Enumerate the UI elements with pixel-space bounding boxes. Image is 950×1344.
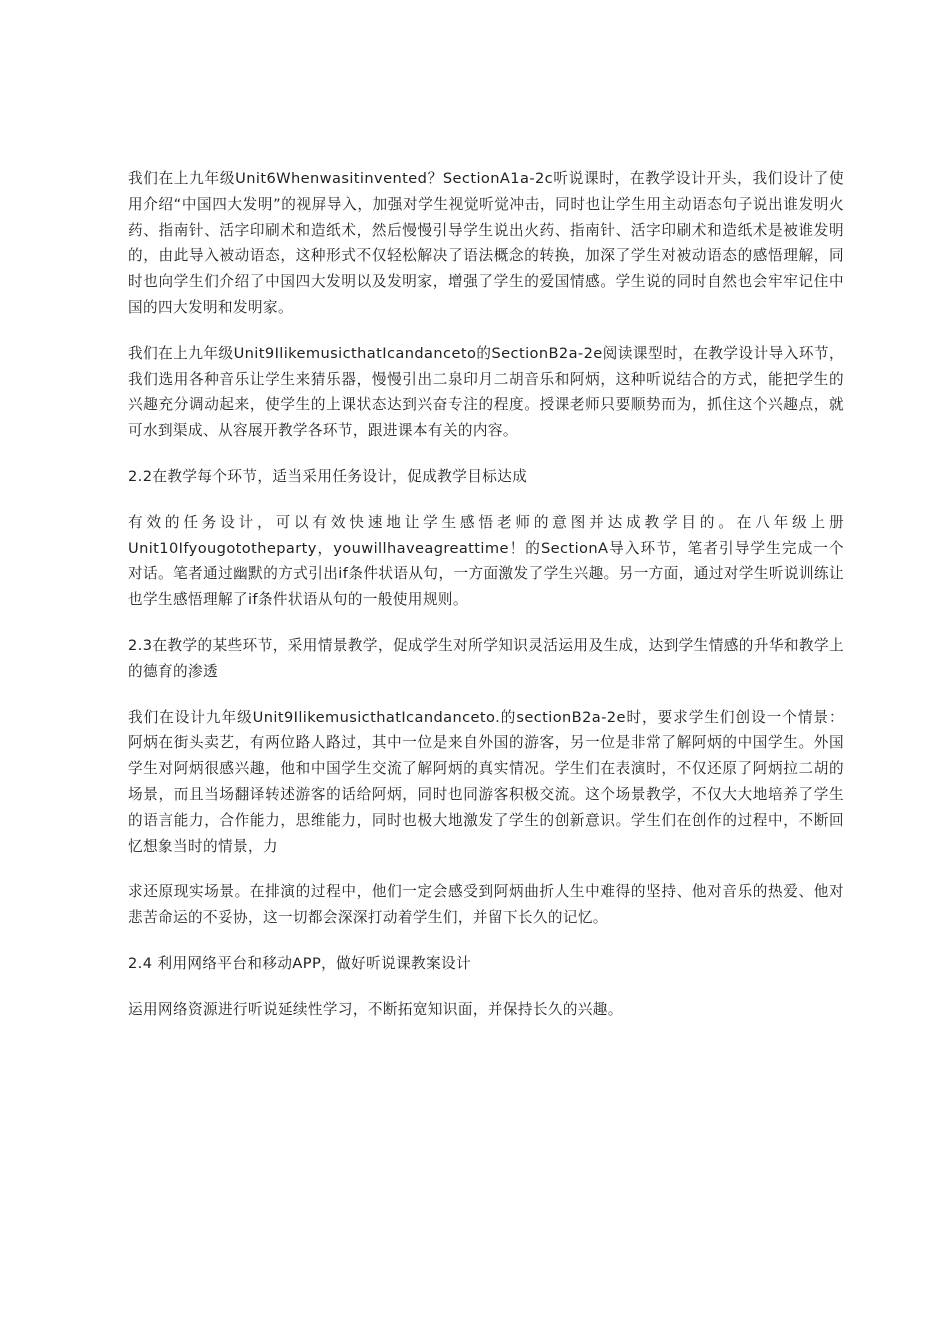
- section-heading-2-4: 2.4 利用网络平台和移动APP，做好听说课教案设计: [128, 954, 472, 972]
- paragraph-unit9-music-intro: 我们在上九年级Unit9IlikemusicthatIcandanceto的SectionB2a-2e阅读课型时，在教学设计导入环节，我们选用各种音乐让学生来猜乐器，慢慢引出二泉印月二胡音乐和阿炳，这种听说结合的方式，能把学生的兴趣充分调动起来，使学生的上课状态达到兴奋专注的程度。授课老师只要顺势而为，抓住这个兴趣点，就可水到渠成、从容展开教学各环节，跟进课本有关的内容。: [128, 344, 844, 440]
- paragraph-task-design: 有效的任务设计，可以有效快速地让学生感悟老师的意图并达成教学目的。在八年级上册Unit10Ifyougototheparty，youwillhaveagreattime！的SectionA导入环节，笔者引导学生完成一个对话。笔者通过幽默的方式引出if条件状语从句，一方面激发了学生兴趣。另一方面，通过对学生听说训练让也学生感悟理解了if条件状语从句的一般使用规则。: [128, 513, 844, 609]
- paragraph-scenario-teaching: 我们在设计九年级Unit9IlikemusicthatIcandanceto.的sectionB2a-2e时，要求学生们创设一个情景：阿炳在街头卖艺，有两位路人路过，其中一位是来自外国的游客，另一位是非常了解阿炳的中国学生。外国学生对阿炳很感兴趣，他和中国学生交流了解阿炳的真实情况。学生们在表演时，不仅还原了阿炳拉二胡的场景，而且当场翻译转述游客的话给阿炳，同时也同游客积极交流。这个场景教学，不仅大大地培养了学生的语言能力，合作能力，思维能力，同时也极大地激发了学生的创新意识。学生们在创作的过程中，不断回忆想象当时的情景，力: [128, 708, 844, 855]
- paragraph-scenario-continued: 求还原现实场景。在排演的过程中，他们一定会感受到阿炳曲折人生中难得的坚持、他对音乐的热爱、他对悲苦命运的不妥协，这一切都会深深打动着学生们，并留下长久的记忆。: [128, 883, 844, 927]
- paragraph-unit6-passive-voice: 我们在上九年级Unit6Whenwasitinvented？SectionA1a-2c听说课时，在教学设计开头，我们设计了使用介绍“中国四大发明”的视屏导入，加强对学生视觉听觉冲击，同时也让学生用主动语态句子说出谁发明火药、指南针、活字印刷术和造纸术，然后慢慢引导学生说出火药、指南针、活字印刷术和造纸术是被谁发明的，由此导入被动语态，这种形式不仅轻松解决了语法概念的转换，加深了学生对被动语态的感悟理解，同时也向学生们介绍了中国四大发明以及发明家，增强了学生的爱国情感。学生说的同时自然也会牢牢记住中国的四大发明和发明家。: [128, 170, 844, 316]
- document-body: [128, 166, 844, 1023]
- section-heading-2-2: 2.2在教学每个环节，适当采用任务设计，促成教学目标达成: [128, 467, 528, 485]
- paragraph-network-resources: 运用网络资源进行听说延续性学习，不断拓宽知识面，并保持长久的兴趣。: [128, 1000, 623, 1018]
- section-heading-2-3: 2.3在教学的某些环节，采用情景教学，促成学生对所学知识灵活运用及生成，达到学生情感的升华和教学上的德育的渗透: [128, 636, 844, 680]
